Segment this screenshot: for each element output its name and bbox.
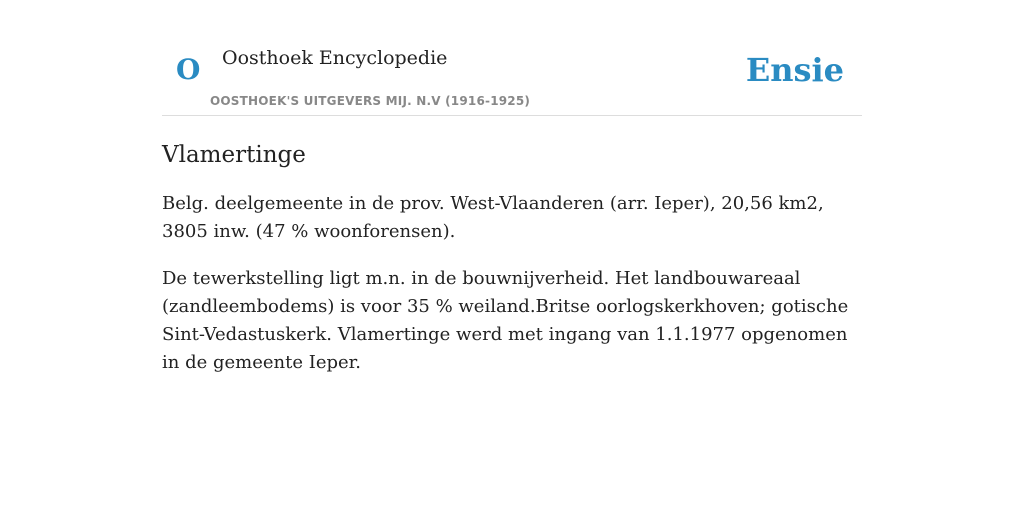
article-paragraph: De tewerkstelling ligt m.n. in de bouwnijverheid. Het landbouwareaal (zandleembodems) is voor 35 % weiland.Britse oorlogskerkhoven; gotische Sint-Vedastuskerk. Vlamertinge werd met ingang van 1.1.1977 opgenomen in de gemeente Ieper.: [162, 268, 849, 373]
article: [162, 140, 862, 377]
page: [162, 0, 862, 377]
site-title-link[interactable]: Oosthoek Encyclopedie: [222, 47, 448, 69]
ensie-brand-link[interactable]: Ensie: [745, 51, 844, 89]
article-body: [162, 190, 862, 377]
article-title: Vlamertinge: [162, 142, 306, 168]
encyclopedia-logo[interactable]: O: [176, 53, 201, 86]
article-paragraph: Belg. deelgemeente in de prov. West-Vlaanderen (arr. Ieper), 20,56 km2, 3805 inw. (47 % woonforensen).: [162, 193, 824, 242]
site-header: [162, 40, 862, 116]
publisher-subtitle: OOSTHOEK'S UITGEVERS MIJ. N.V (1916-1925): [210, 94, 531, 108]
